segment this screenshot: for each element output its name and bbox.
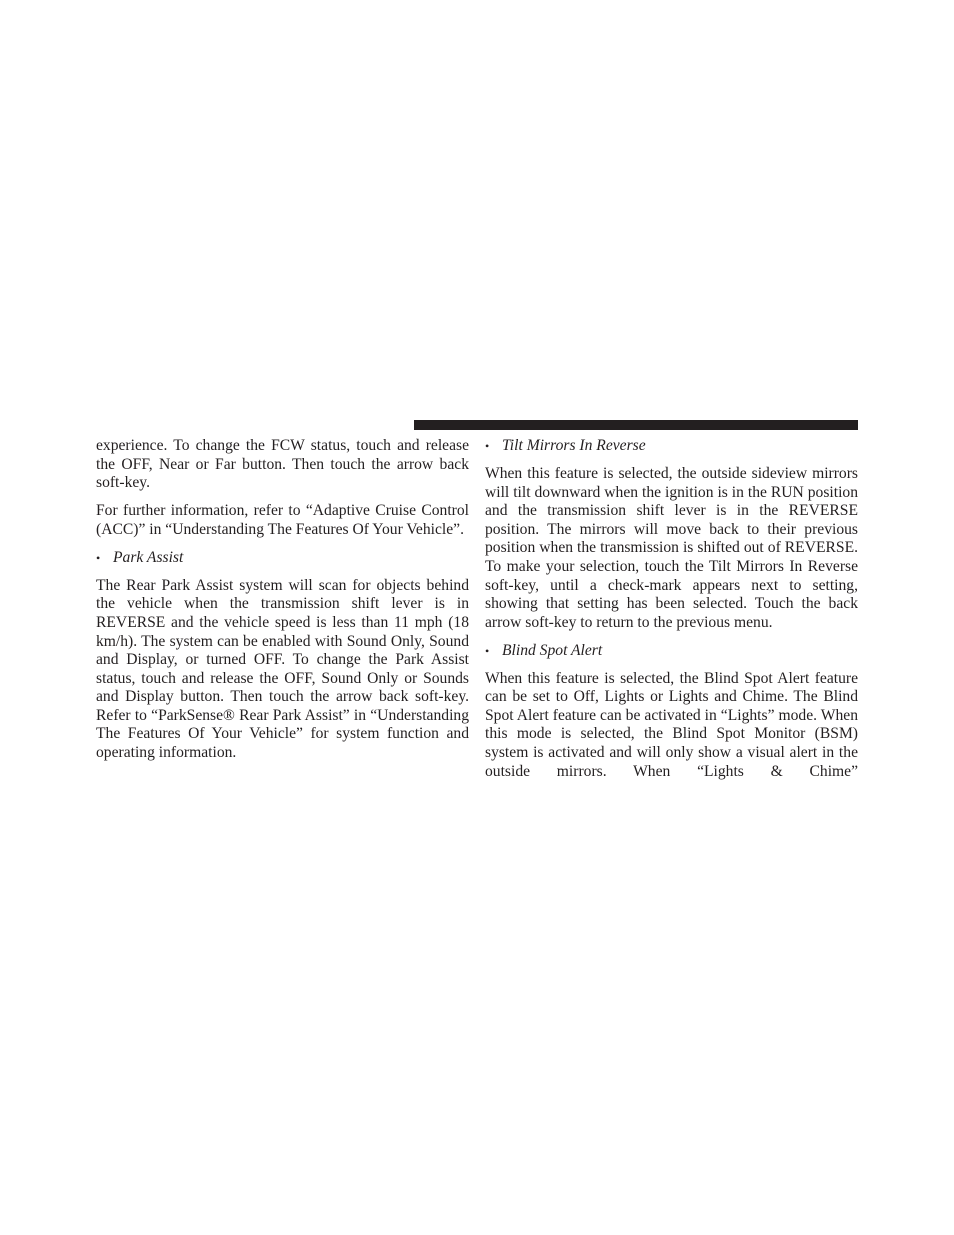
bullet-tilt-mirrors-label: Tilt Mirrors In Reverse <box>502 437 646 454</box>
section-header-bar <box>414 420 858 430</box>
bullet-dot: • <box>485 439 490 453</box>
right-paragraph-tilt-mirrors: When this feature is selected, the outside sideview mirrors will tilt downward when the ignition is in the RUN position and the transmission shift lever is in the REVERSE position. The mirrors will move back to their previous position when the transmission is shifted out of REVERSE. To make your selection, touch the Tilt Mirrors In Reverse soft-key, until a check-mark appears next to setting, showing that setting has been selected. Touch the back arrow soft-key to return to the previous menu. <box>485 464 858 631</box>
left-paragraph-fcw: experience. To change the FCW status, touch and release the OFF, Near or Far button. Then touch the arrow back soft-key. <box>96 437 469 492</box>
bullet-park-assist-label: Park Assist <box>113 548 184 566</box>
right-paragraph-blind-spot-alert: When this feature is selected, the Blind Spot Alert feature can be set to Off, Lights or Lights and Chime. The Blind Spot Alert feature can be activated in “Lights” mode. When this mode is selected, the Blind Spot Monitor (BSM) system is activated and will only show a visual alert in the outside mirrors. When “Lights & Chime” <box>485 669 858 780</box>
bullet-blind-spot-alert-label: Blind Spot Alert <box>502 641 603 659</box>
right-column <box>485 437 858 791</box>
bullet-dot: • <box>485 643 490 658</box>
bullet-park-assist <box>96 549 469 568</box>
left-paragraph-acc-reference: For further information, refer to “Adaptive Cruise Control (ACC)” in “Understanding The Features Of Your Vehicle”. <box>96 502 469 538</box>
bullet-dot: • <box>96 550 101 565</box>
bullet-blind-spot-alert <box>485 642 858 661</box>
left-paragraph-park-assist: The Rear Park Assist system will scan for objects behind the vehicle when the transmission shift lever is in REVERSE and the vehicle speed is less than 11 mph (18 km/h). The system can be enabled with Sound Only, Sound and Display, or turned OFF. To change the Park Assist status, touch and release the OFF, Sound Only or Sounds and Display button. Then touch the arrow back soft-key. Refer to “ParkSense® Rear Park Assist” in “Understanding The Features Of Your Vehicle” for system function and operating information. <box>96 576 469 762</box>
bullet-tilt-mirrors <box>485 437 858 456</box>
left-column <box>96 437 469 772</box>
